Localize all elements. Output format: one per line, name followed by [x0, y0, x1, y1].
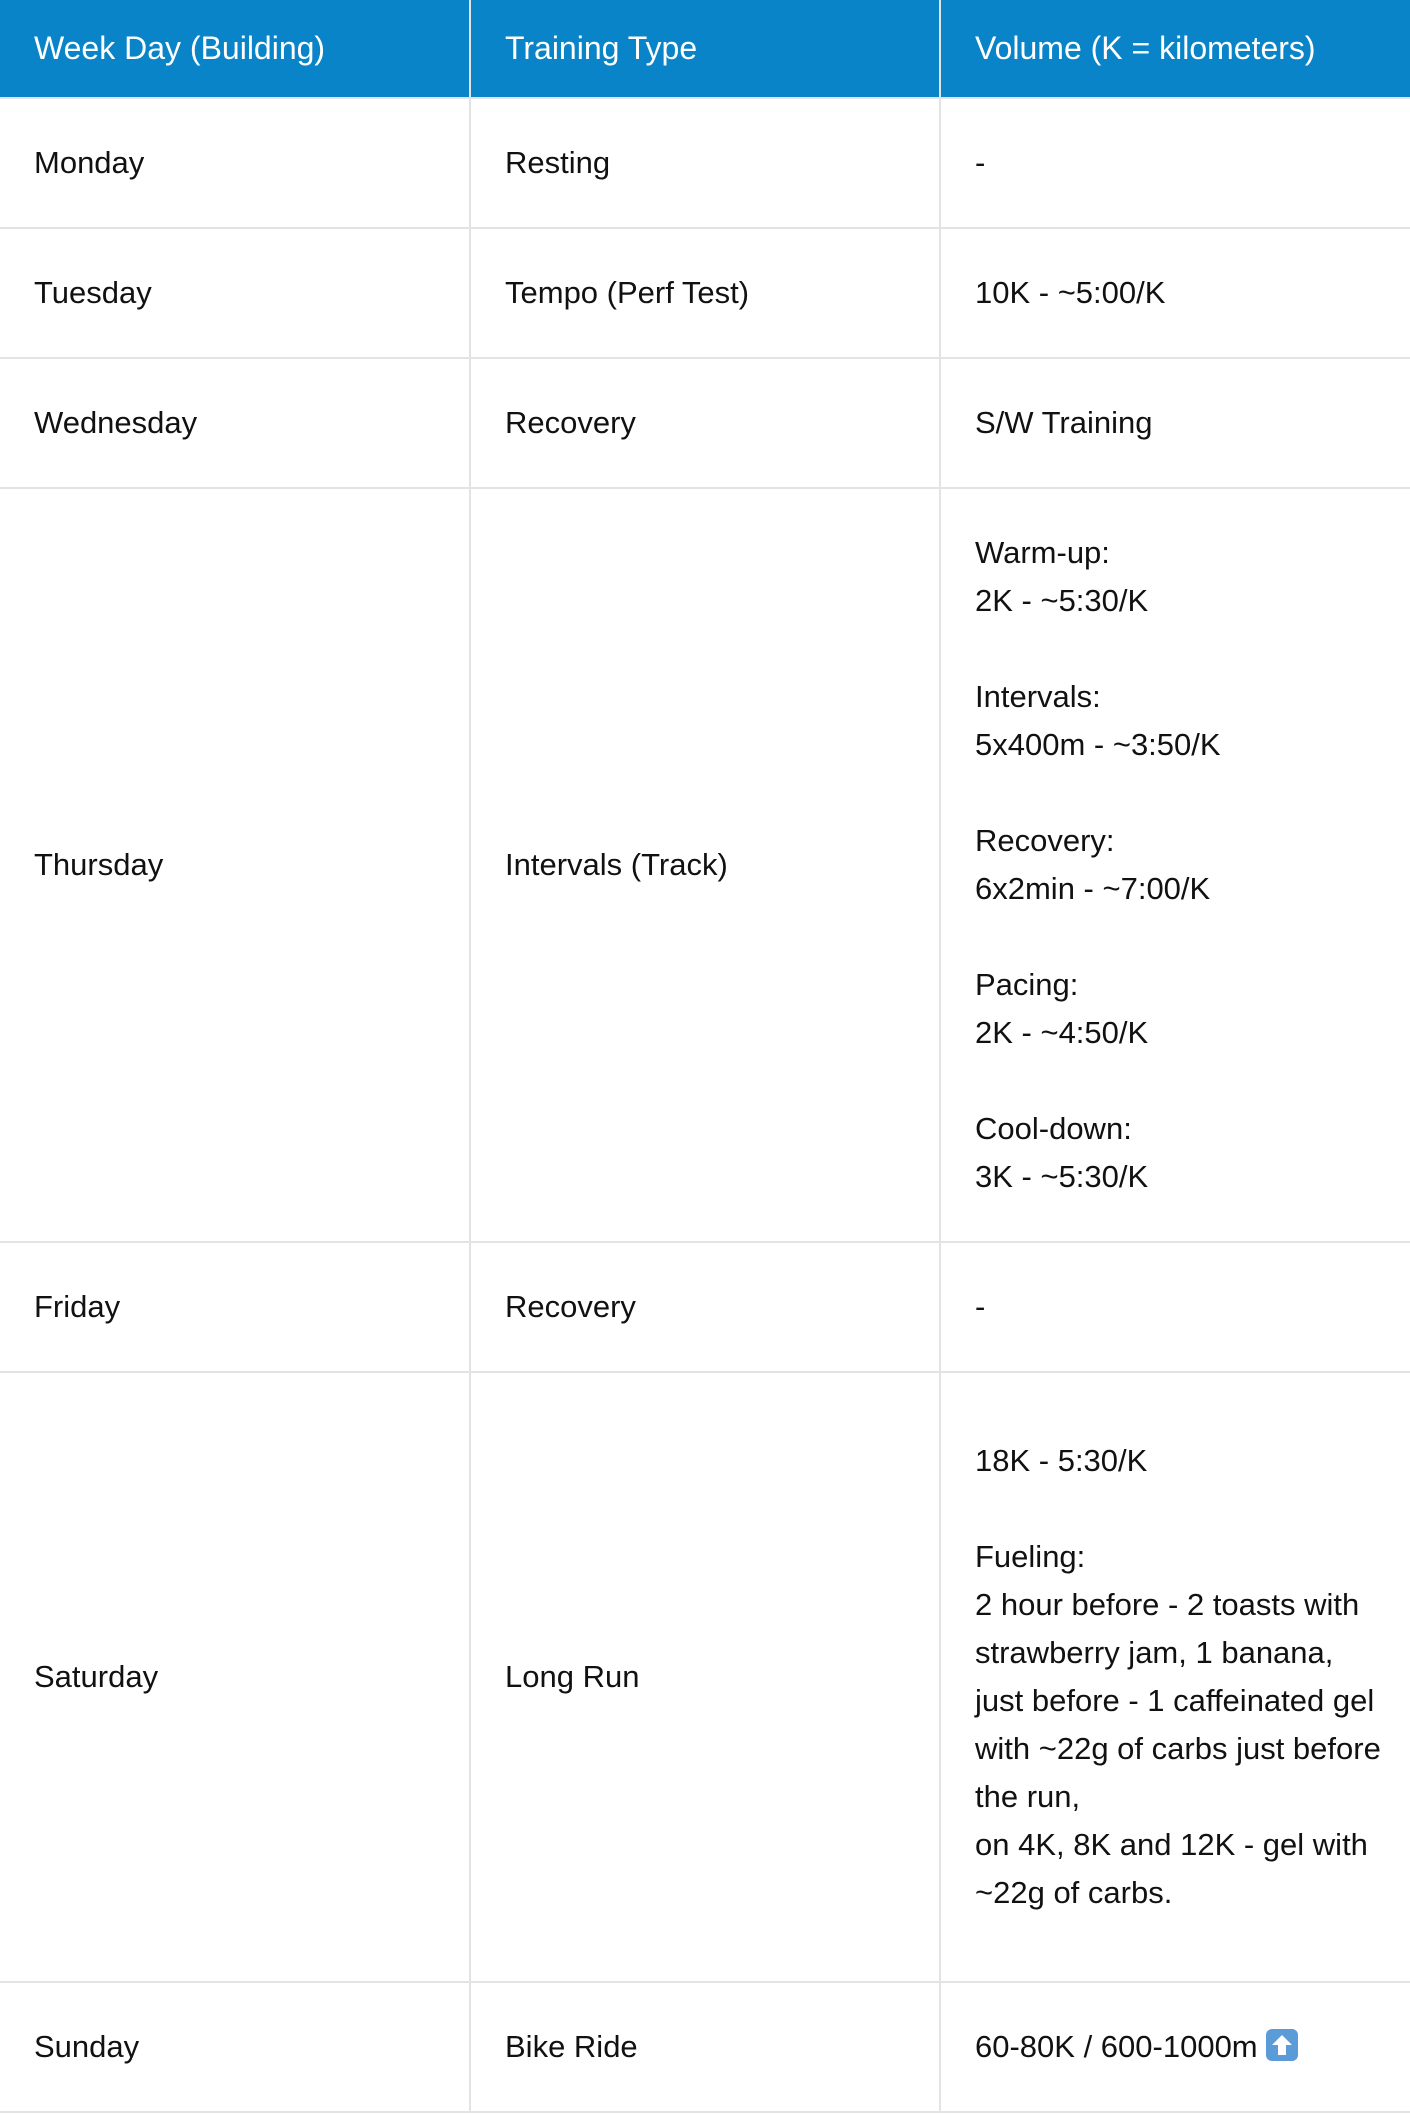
volume-line: 10K - ~5:00/K	[975, 275, 1166, 310]
table-row	[0, 98, 1410, 228]
volume-line: just before - 1 caffeinated gel with ~22g of carbs just before the run,	[975, 1683, 1381, 1814]
day-cell: Sunday	[0, 1982, 470, 2112]
header-training-type: Training Type	[470, 0, 940, 98]
table-body	[0, 98, 1410, 2112]
training-type-cell: Recovery	[470, 1242, 940, 1372]
volume-line: 3K - ~5:30/K	[975, 1159, 1149, 1194]
volume-line: Pacing:	[975, 967, 1079, 1002]
header-week-day: Week Day (Building)	[0, 0, 470, 98]
day-cell: Wednesday	[0, 358, 470, 488]
table-row	[0, 488, 1410, 1242]
header-row	[0, 0, 1410, 98]
training-type-cell: Tempo (Perf Test)	[470, 228, 940, 358]
day-cell: Saturday	[0, 1372, 470, 1982]
training-type-cell: Long Run	[470, 1372, 940, 1982]
volume-line: Recovery:	[975, 823, 1115, 858]
volume-cell	[940, 228, 1410, 358]
volume-cell	[940, 358, 1410, 488]
day-cell: Thursday	[0, 488, 470, 1242]
volume-line	[975, 769, 1390, 817]
volume-line: 6x2min - ~7:00/K	[975, 871, 1211, 906]
table-row	[0, 1242, 1410, 1372]
day-cell: Tuesday	[0, 228, 470, 358]
volume-line: 5x400m - ~3:50/K	[975, 727, 1221, 762]
volume-cell	[940, 488, 1410, 1242]
volume-line: 60-80K / 600-1000m	[975, 2023, 1390, 2071]
volume-line: Warm-up:	[975, 535, 1110, 570]
volume-line: 2K - ~4:50/K	[975, 1015, 1149, 1050]
volume-line: 2 hour before - 2 toasts with strawberry jam, 1 banana,	[975, 1587, 1360, 1670]
table-row	[0, 358, 1410, 488]
volume-cell	[940, 98, 1410, 228]
training-type-cell: Resting	[470, 98, 940, 228]
training-type-cell: Intervals (Track)	[470, 488, 940, 1242]
table-header	[0, 0, 1410, 98]
table-row	[0, 1982, 1410, 2112]
volume-line: -	[975, 1289, 986, 1324]
volume-cell	[940, 1982, 1410, 2112]
volume-line: on 4K, 8K and 12K - gel with ~22g of carbs.	[975, 1827, 1368, 1910]
table-row	[0, 228, 1410, 358]
volume-cell	[940, 1242, 1410, 1372]
training-type-cell: Bike Ride	[470, 1982, 940, 2112]
table-row	[0, 1372, 1410, 1982]
volume-line: Intervals:	[975, 679, 1101, 714]
volume-line	[975, 1485, 1390, 1533]
volume-line	[975, 625, 1390, 673]
volume-line: S/W Training	[975, 405, 1153, 440]
volume-line: 2K - ~5:30/K	[975, 583, 1149, 618]
volume-line	[975, 1057, 1390, 1105]
volume-cell	[940, 1372, 1410, 1982]
arrow-up-icon	[1266, 2029, 1298, 2061]
day-cell: Friday	[0, 1242, 470, 1372]
training-type-cell: Recovery	[470, 358, 940, 488]
volume-line: 18K - 5:30/K	[975, 1443, 1148, 1478]
header-volume: Volume (K = kilometers)	[940, 0, 1410, 98]
volume-line: Fueling:	[975, 1539, 1086, 1574]
day-cell: Monday	[0, 98, 470, 228]
volume-line: -	[975, 145, 986, 180]
volume-line	[975, 913, 1390, 961]
volume-line: Cool-down:	[975, 1111, 1132, 1146]
